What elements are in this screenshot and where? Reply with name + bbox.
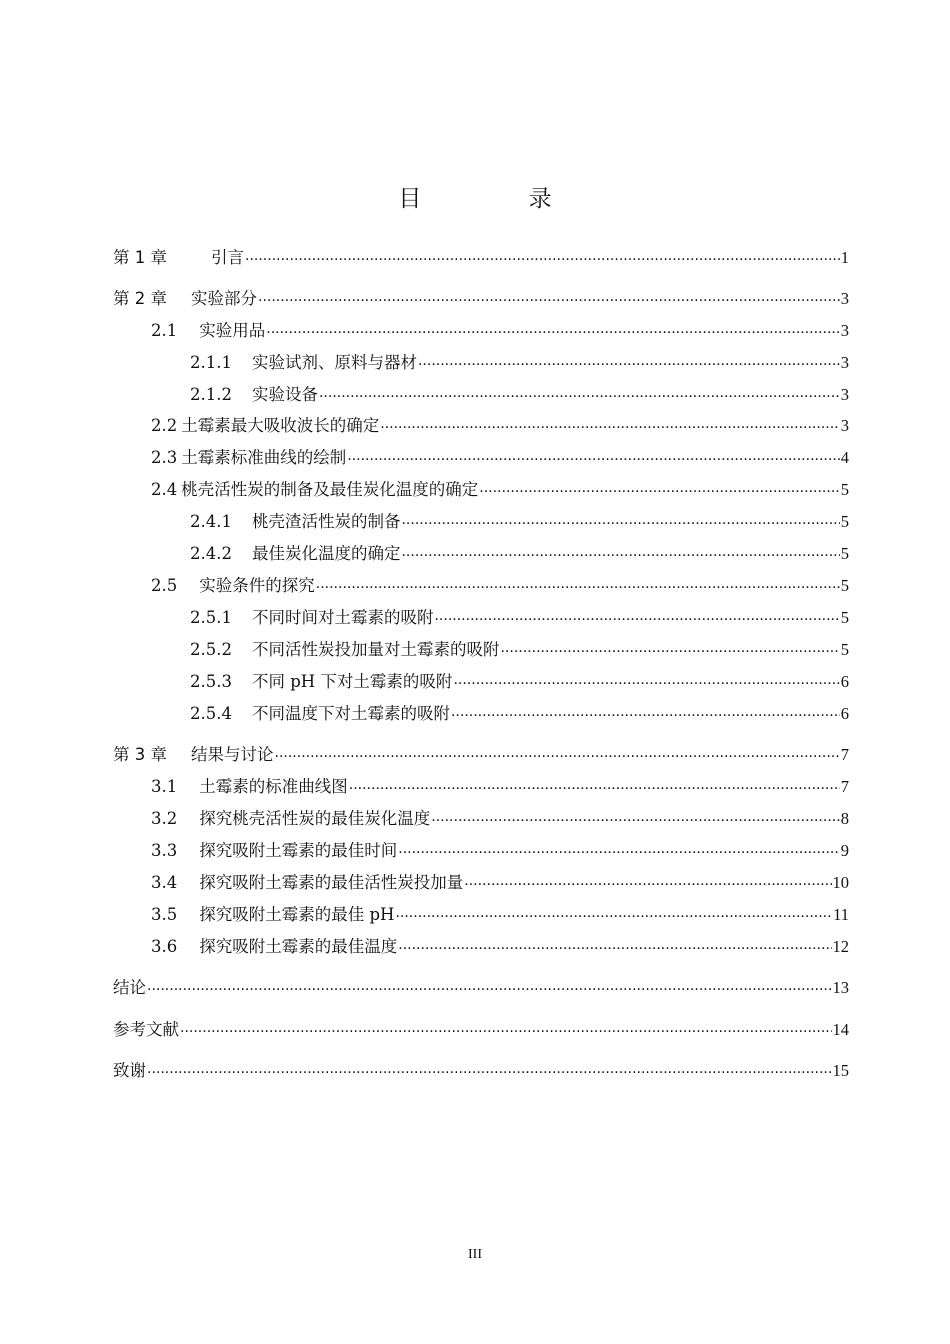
toc-entry-label: 实验试剂、原料与器材 (251, 353, 417, 372)
toc-entry[interactable] (113, 841, 849, 861)
toc-leader-dots (147, 979, 832, 993)
toc-entry[interactable] (113, 640, 849, 660)
toc-entry-page: 5 (840, 608, 849, 627)
toc-entry-number: 3.3 (151, 841, 178, 860)
toc-entry[interactable] (113, 289, 849, 309)
toc-entry-number: 2.5.1 (190, 608, 232, 627)
toc-entry-label: 探究吸附土霉素的最佳时间 (199, 841, 398, 860)
toc-title: 目 录 (398, 186, 602, 212)
toc-leader-dots (500, 641, 839, 655)
toc-entry-label: 不同温度下对土霉素的吸附 (251, 704, 450, 723)
toc-leader-dots (434, 609, 839, 623)
toc-entry-label: 致谢 (113, 1061, 146, 1080)
toc-entry[interactable] (113, 608, 849, 628)
toc-entry-number: 2.5.3 (190, 672, 232, 691)
toc-entry-label: 土霉素标准曲线的绘制 (181, 448, 347, 467)
toc-entry-page: 13 (832, 978, 849, 997)
toc-entry-number: 2.4 (151, 480, 178, 499)
toc-leader-dots (401, 545, 839, 559)
toc-leader-dots (479, 481, 840, 495)
toc-leader-dots (319, 386, 840, 400)
toc-leader-dots (266, 322, 840, 336)
toc-entry-label: 探究吸附土霉素的最佳温度 (199, 937, 398, 956)
toc-leader-dots (418, 354, 840, 368)
toc-entry-page: 5 (840, 576, 849, 595)
toc-leader-dots (401, 513, 839, 527)
toc-entry-number: 2.1.1 (190, 353, 232, 372)
toc-entry[interactable] (113, 1061, 849, 1081)
toc-entry-number: 2.1 (151, 321, 178, 340)
toc-entry-page: 15 (832, 1061, 849, 1080)
toc-entry-label: 不同 pH 下对土霉素的吸附 (251, 672, 453, 691)
toc-leader-dots (275, 746, 840, 760)
toc-entry-number: 3.1 (151, 777, 178, 796)
toc-entry-label: 结论 (113, 978, 146, 997)
toc-entry[interactable] (113, 777, 849, 797)
toc-entry-page: 12 (832, 937, 849, 956)
toc-entry-number: 3.6 (151, 937, 178, 956)
toc-entry-label: 桃壳活性炭的制备及最佳炭化温度的确定 (181, 480, 479, 499)
toc-leader-dots (395, 906, 832, 920)
toc-entry[interactable] (113, 672, 849, 692)
toc-entry[interactable] (113, 809, 849, 829)
toc-entry[interactable] (113, 544, 849, 564)
toc-entry-label: 实验部分 (191, 289, 257, 308)
toc-entry-label: 探究桃壳活性炭的最佳炭化温度 (199, 809, 431, 828)
toc-entry-number: 3.2 (151, 809, 178, 828)
toc-entry-page: 9 (840, 841, 849, 860)
toc-entry-number: 2.5.2 (190, 640, 232, 659)
toc-entry-page: 14 (832, 1020, 849, 1039)
toc-leader-dots (245, 249, 840, 263)
toc-entry-label: 桃壳渣活性炭的制备 (251, 512, 401, 531)
toc-entry[interactable] (113, 937, 849, 957)
toc-entry-label: 探究吸附土霉素的最佳活性炭投加量 (199, 873, 464, 892)
toc-leader-dots (380, 417, 840, 431)
toc-entry-label: 参考文献 (113, 1020, 179, 1039)
toc-entry[interactable] (113, 248, 849, 268)
toc-entry[interactable] (113, 704, 849, 724)
toc-entry-label: 实验条件的探究 (199, 576, 315, 595)
toc-entry-page: 3 (840, 289, 849, 308)
toc-entry-page: 8 (840, 809, 849, 828)
toc-entry-number: 2.2 (151, 416, 178, 435)
toc-entry-page: 3 (840, 416, 849, 435)
toc-entry-number: 2.4.2 (190, 544, 232, 563)
toc-entry[interactable] (113, 385, 849, 405)
toc-entry[interactable] (113, 353, 849, 373)
toc-leader-dots (147, 1062, 832, 1076)
toc-leader-dots (258, 290, 840, 304)
toc-entry-label: 实验设备 (251, 385, 318, 404)
toc-entry-page: 3 (840, 353, 849, 372)
toc-leader-dots (316, 577, 840, 591)
toc-entry[interactable] (113, 873, 849, 893)
toc-leader-dots (349, 778, 840, 792)
toc-leader-dots (453, 673, 839, 687)
toc-entry-page: 5 (840, 512, 849, 531)
toc-leader-dots (398, 938, 831, 952)
toc-entry-label: 最佳炭化温度的确定 (251, 544, 401, 563)
toc-entry-page: 6 (840, 704, 849, 723)
toc-entry-label: 引言 (211, 248, 244, 267)
toc-entry-page: 7 (840, 777, 849, 796)
page-number-footer: III (468, 1247, 482, 1262)
toc-entry-number: 2.5 (151, 576, 178, 595)
toc-entry-label: 不同时间对土霉素的吸附 (251, 608, 434, 627)
toc-entry-page: 5 (840, 640, 849, 659)
toc-entry-page: 11 (833, 905, 849, 924)
toc-entry[interactable] (113, 576, 849, 596)
toc-entry[interactable] (113, 448, 849, 468)
toc-leader-dots (398, 842, 840, 856)
toc-entry-label: 土霉素最大吸收波长的确定 (181, 416, 380, 435)
toc-entry[interactable] (113, 905, 849, 925)
toc-entry-page: 6 (840, 672, 849, 691)
toc-entry-label: 探究吸附土霉素的最佳 pH (199, 905, 395, 924)
toc-entry[interactable] (113, 745, 849, 765)
toc-entry-label: 不同活性炭投加量对土霉素的吸附 (251, 640, 500, 659)
toc-entry-page: 5 (840, 544, 849, 563)
toc-entry-number: 第 3 章 (113, 745, 167, 764)
toc-entry-page: 10 (832, 873, 849, 892)
toc-leader-dots (347, 449, 840, 463)
toc-entry[interactable] (113, 512, 849, 532)
toc-leader-dots (180, 1021, 832, 1035)
toc-leader-dots (451, 705, 840, 719)
toc-entry-page: 1 (840, 248, 849, 267)
toc-entry-number: 第 1 章 (113, 248, 167, 267)
toc-entry-page: 3 (840, 321, 849, 340)
toc-entry[interactable] (113, 480, 849, 500)
toc-entry-page: 3 (840, 385, 849, 404)
toc-entry[interactable] (113, 1020, 849, 1040)
toc-entry-label: 结果与讨论 (191, 745, 274, 764)
toc-leader-dots (464, 874, 831, 888)
toc-entry[interactable] (113, 416, 849, 436)
toc-entry[interactable] (113, 321, 849, 341)
toc-entry-number: 3.4 (151, 873, 178, 892)
toc-entry-number: 2.5.4 (190, 704, 232, 723)
toc-entry-label: 实验用品 (199, 321, 266, 340)
toc-entry-number: 3.5 (151, 905, 178, 924)
toc-entry[interactable] (113, 978, 849, 998)
toc-entry-number: 2.1.2 (190, 385, 232, 404)
toc-entry-label: 土霉素的标准曲线图 (199, 777, 348, 796)
toc-entry-page: 4 (840, 448, 849, 467)
toc-entry-page: 7 (840, 745, 849, 764)
toc-entry-number: 2.4.1 (190, 512, 232, 531)
toc-entry-number: 2.3 (151, 448, 178, 467)
toc-leader-dots (431, 810, 840, 824)
toc-entry-number: 第 2 章 (113, 289, 167, 308)
toc-entry-page: 5 (840, 480, 849, 499)
